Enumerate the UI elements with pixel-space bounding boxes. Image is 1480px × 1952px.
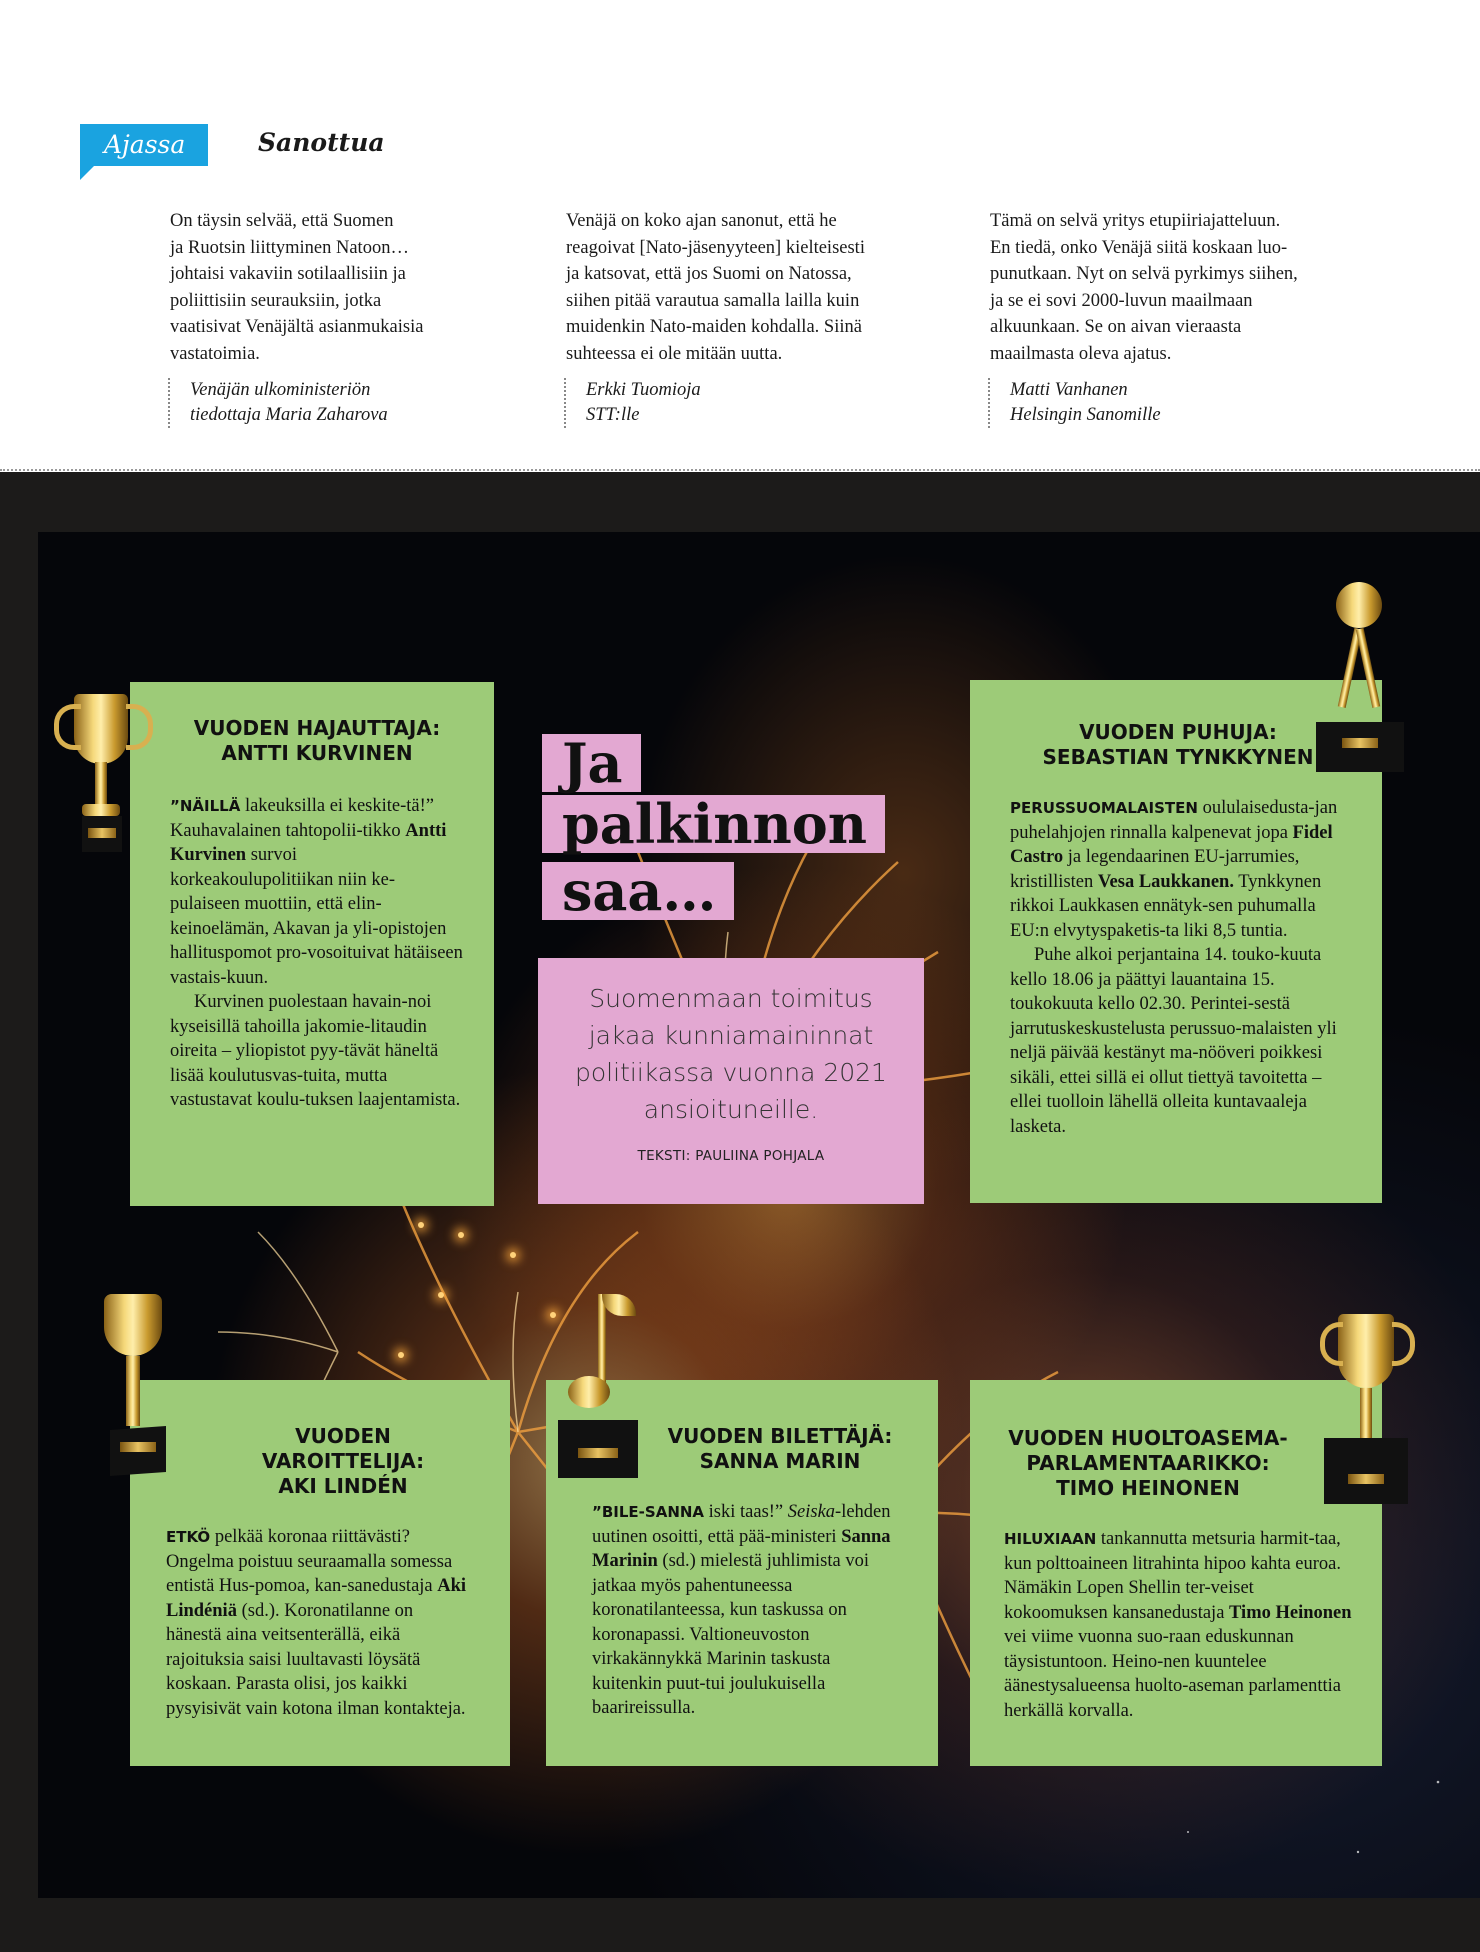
section-title: Sanottua [258,128,385,157]
music-note-trophy-icon [552,1290,642,1490]
feature-title-line-2: palkinnon [542,795,885,853]
award-heading: VUODEN VAROITTELIJA: AKI LINDÉN [261,1424,425,1498]
quote-2-source: Erkki Tuomioja STT:lle [564,378,701,428]
feature-title-line-3: saa… [542,862,734,920]
award-body: PERUSSUOMALAISTEN oululaisedusta-jan puhelahjojen rinnalla kalpenevat jopa Fidel Castro ja legendaarinen EU-jarrumies, kristillisten Vesa Laukkanen. Tynkkynen rikkoi Laukkasen ennätyk-sen puhumalla EU:n elvytyspaketis-ta liki 8,5 tuntia. Puhe alkoi perjantaina 14. touko-kuuta kello 18.06 ja päättyi lauantaina 15. toukokuuta kello 02.30. Perintei-sestä jarrutuskeskustelusta perussuo-malaisten yli neljä päivää kestänyt ma-nööveri poikkesi sikäli, ettei sillä ei ollut tiettyä tavoitetta – ellei tuolloin lähellä olleita kuntavaaleja lasketa. [1010,798,1338,1137]
award-body: ETKÖ pelkää koronaa riittävästi? Ongelma poistuu seuraamalla somessa entistä Hus-pomoa, kan-sanedustaja Aki Lindéniä (sd.). Koronatilanne on hänestä aina veitsenterällä, eikä rajoituksia saisi luultavasti löysätä koskaan. Parasta olisi, jos kaikki pysyisivät vain kotona ilman kontakteja. [166,1527,467,1719]
trophy-icon [1316,1308,1416,1508]
award-body: HILUXIAAN tankannutta metsuria harmit-taa, kun polttoaineen litrahinta hipoo kahta euroa. Nämäkin Lopen Shellin ter-veiset kokoomuksen kansanedustaja Timo Heinonen vei viime vuonna suo-raan eduskunnan täysistuntoon. Heino-nen kuuntelee äänestysalueensa huolto-aseman parlamenttia herkällä korvalla. [1004,1529,1352,1721]
spark [510,1252,516,1258]
trophy-icon [94,1292,190,1478]
quote-3: Tämä on selvä yritys etupiiriajatteluun. En tiedä, onko Venäjä siitä koskaan luo- punutkaan. Nyt on selvä pyrkimys siihen, ja se ei sovi 2000-luvun maailmaan alkuunkaan. Se on aivan vieraasta maailmasta oleva ajatus. [990,211,1298,364]
feature-title-line-1: Ja [542,734,641,792]
trophy-icon [40,690,160,865]
feature-byline: TEKSTI: PAULIINA POHJALA [637,1148,825,1164]
spark [418,1222,424,1228]
trophy-icon [1310,580,1410,775]
quote-3-source: Matti Vanhanen Helsingin Sanomille [988,378,1161,428]
award-heading: VUODEN PUHUJA: SEBASTIAN TYNKKYNEN [1042,720,1314,769]
feature-deck-box [538,958,924,1204]
award-box-hajauttaja [130,682,494,1206]
feature-deck: Suomenmaan toimitus jakaa kunniamaininnat politiikassa vuonna 2021 ansioituneille. [575,984,887,1124]
section-tag-tail [80,166,94,180]
award-heading: VUODEN HUOLTOASEMA- PARLAMENTAARIKKO: TIMO HEINONEN [1008,1426,1288,1500]
section-tag: Ajassa [80,124,208,166]
award-heading: VUODEN BILETTÄJÄ: SANNA MARIN [667,1424,893,1473]
quote-1: On täysin selvää, että Suomen ja Ruotsin liittyminen Natoon… johtaisi vakaviin sotilaallisiin ja poliittisiin seurauksiin, jotka vaatisivat Venäjältä asianmukaisia vastatoimia. [170,211,424,364]
award-body: ”BILE-SANNA iski taas!” Seiska-lehden uutinen osoitti, että pää-ministeri Sanna Marinin (sd.) mielestä juhlimista voi jatkaa myös pahentuneessa koronatilanteessa, kun taskussa on koronapassi. Valtioneuvoston virkakännykkä Marinin taskusta kuitenkin puut-tui joulukuisella baarireissulla. [592,1502,891,1718]
spark [438,1292,444,1298]
spark [458,1232,464,1238]
award-heading: VUODEN HAJAUTTAJA: ANTTI KURVINEN [193,716,441,765]
section-divider [0,469,1480,471]
spark [398,1352,404,1358]
quote-1-source: Venäjän ulkoministeriön tiedottaja Maria Zaharova [168,378,388,428]
quote-2: Venäjä on koko ajan sanonut, että he reagoivat [Nato-jäsenyyteen] kielteisesti ja katsovat, että jos Suomi on Natossa, siihen pitää varautua samalla lailla kuin muidenkin Nato-maiden kohdalla. Siinä suhteessa ei ole mitään uutta. [566,211,865,364]
award-body: ”NÄILLÄ lakeuksilla ei keskite-tä!” Kauhavalainen tahtopolii-tikko Antti Kurvinen survoi korkeakoulupolitiikan niin ke-pulaiseen muottiin, että elin-keinoelämän, Akavan ja yli-opistojen hallituspomot pro-vosoituivat hätäiseen vastais-kuun. Kurvinen puolestaan havain-noi kyseisillä tahoilla jakomie-litaudin oireita – yliopistot pyy-tävät häneltä lisää koulutusvas-tuita, mutta vastustavat koulu-tuksen laajentamista. [170,796,463,1110]
